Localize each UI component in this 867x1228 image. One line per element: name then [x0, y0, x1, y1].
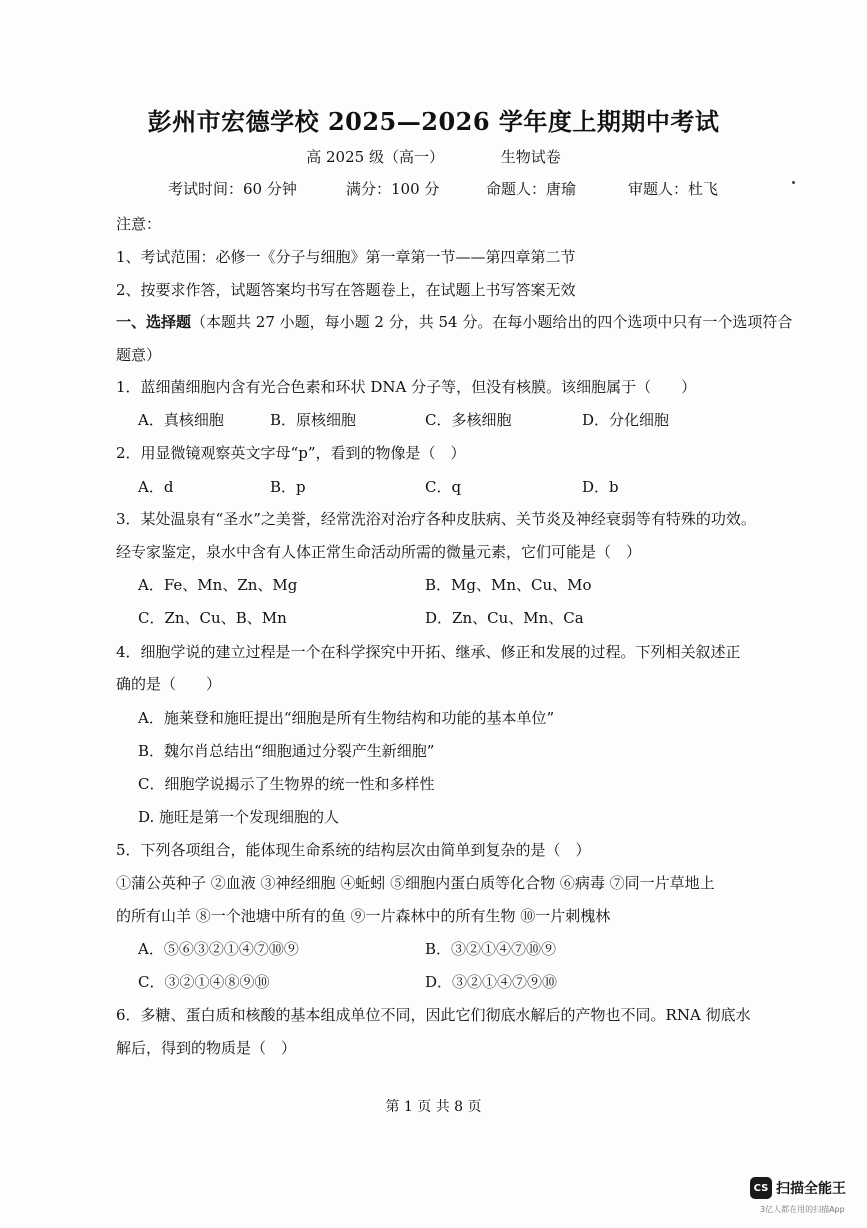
section-desc-cont: 题意） [116, 346, 162, 364]
question-stem-cont: 解后，得到的物质是（ ） [116, 1039, 297, 1057]
option-c: C．多核细胞 [425, 411, 512, 429]
page-footer: 第 1 页 共 8 页 [385, 1099, 482, 1115]
option-c: C．Zn、Cu、B、Mn [138, 609, 287, 627]
option-d: D. 施旺是第一个发现细胞的人 [138, 808, 340, 826]
question-list-cont: 的所有山羊 ⑧一个池塘中所有的鱼 ⑨一片森林中的所有生物 ⑩一片刺槐林 [116, 907, 611, 925]
scan-speck [792, 181, 795, 184]
option-a: A．施莱登和施旺提出“细胞是所有生物结构和功能的基本单位” [138, 709, 555, 727]
option-a: A．真核细胞 [138, 411, 224, 429]
option-c: C．③②①④⑧⑨⑩ [138, 973, 270, 991]
scanner-watermark-tagline: 3亿人都在用的扫描App [760, 1205, 845, 1214]
exam-subtitle [0, 146, 867, 167]
question-list: ①蒲公英种子 ②血液 ③神经细胞 ④蚯蚓 ⑤细胞内蛋白质等化合物 ⑥病毒 ⑦同一片草地上 [116, 874, 715, 892]
exam-title: 彭州市宏德学校 2025—2026 学年度上期期中考试 [147, 107, 720, 136]
question-stem: 3．某处温泉有“圣水”之美誉，经常洗浴对治疗各种皮肤病、关节炎及神经衰弱等有特殊的功效。 [116, 510, 756, 528]
scanner-watermark-name: 扫描全能王 [776, 1181, 846, 1197]
question-stem: 1．蓝细菌细胞内含有光合色素和环状 DNA 分子等，但没有核膜。该细胞属于（ ） [116, 378, 697, 396]
option-d: D．分化细胞 [582, 411, 670, 429]
section-desc: （本题共 27 小题，每小题 2 分，共 54 分。在每小题给出的四个选项中只有一个选项符合 [191, 313, 793, 331]
option-a: A．⑤⑥③②①④⑦⑩⑨ [138, 940, 299, 958]
subject-label: 生物试卷 [500, 148, 561, 166]
note-item: 2、按要求作答，试题答案均书写在答题卷上，在试题上书写答案无效 [116, 281, 576, 299]
question-stem-cont: 经专家鉴定，泉水中含有人体正常生命活动所需的微量元素，它们可能是（ ） [116, 543, 642, 561]
question-stem-cont: 确的是（ ） [116, 675, 222, 693]
option-b: B．原核细胞 [270, 411, 357, 429]
question-stem: 4．细胞学说的建立过程是一个在科学探究中开拓、继承、修正和发展的过程。下列相关叙述正 [116, 643, 741, 661]
option-b: B．③②①④⑦⑩⑨ [425, 940, 557, 958]
notes-label: 注意： [116, 215, 162, 233]
exam-time: 考试时间：60 分钟 [168, 180, 297, 198]
option-d: D．b [582, 478, 619, 496]
option-b: B．p [270, 478, 306, 496]
question-stem: 6．多糖、蛋白质和核酸的基本组成单位不同，因此它们彻底水解后的产物也不同。RNA 彻底水 [116, 1006, 751, 1024]
note-item: 1、考试范围：必修一《分子与细胞》第一章第一节——第四章第二节 [116, 248, 576, 266]
grade-label: 高 2025 级（高一） [306, 148, 444, 166]
camscanner-logo-icon: CS [750, 1177, 772, 1199]
exam-score: 满分：100 分 [346, 180, 440, 198]
exam-reviewer: 审题人：杜飞 [628, 180, 719, 198]
section-header [116, 311, 792, 332]
section-title: 一、选择题 [116, 313, 192, 331]
option-b: B．Mg、Mn、Cu、Mo [425, 576, 592, 594]
option-d: D．Zn、Cu、Mn、Ca [425, 609, 584, 627]
exam-author: 命题人：唐瑜 [486, 180, 577, 198]
question-stem: 2．用显微镜观察英文字母“p”，看到的物像是（ ） [116, 444, 466, 462]
option-c: C．q [425, 478, 462, 496]
option-a: A．Fe、Mn、Zn、Mg [138, 576, 298, 594]
option-a: A．d [138, 478, 174, 496]
option-d: D．③②①④⑦⑨⑩ [425, 973, 558, 991]
option-b: B．魏尔肖总结出“细胞通过分裂产生新细胞” [138, 742, 435, 760]
option-c: C．细胞学说揭示了生物界的统一性和多样性 [138, 775, 435, 793]
question-stem: 5．下列各项组合，能体现生命系统的结构层次由简单到复杂的是（ ） [116, 841, 591, 859]
